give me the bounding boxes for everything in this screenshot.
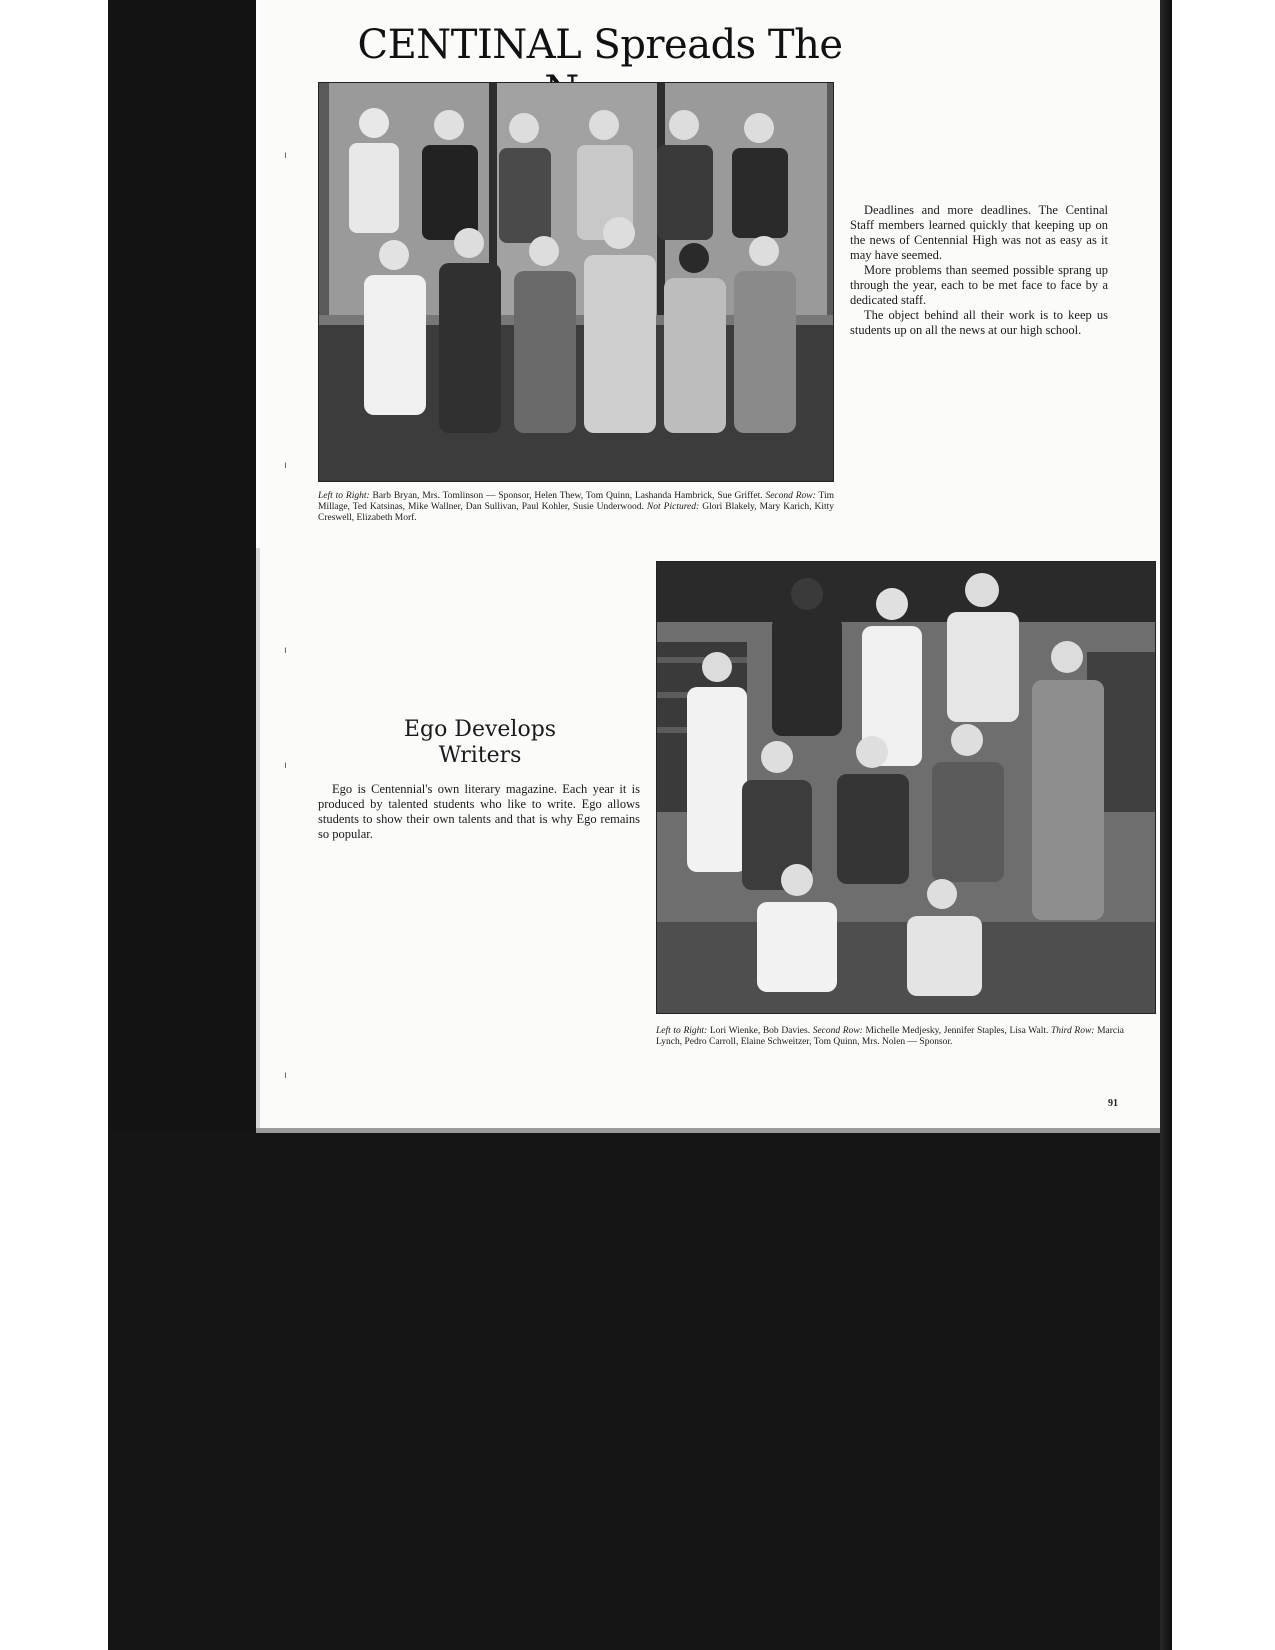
centinal-paragraph: Deadlines and more deadlines. The Centinal Staff members learned quickly that keeping up on the news of Centennial High was not as easy as it may have seemed. <box>850 203 1108 262</box>
centinal-paragraph: More problems than seemed possible sprang up through the year, each to be met face to face by a dedicated staff. <box>850 263 1108 307</box>
caption-label: Second Row: <box>765 491 816 501</box>
caption-names: Michelle Medjesky, Jennifer Staples, Lisa Walt. <box>865 1026 1049 1036</box>
caption-names: Tim Millage, Ted Katsinas, Mike Wallner, Dan Sullivan, Paul Kohler, Susie Underwood. <box>318 491 834 512</box>
caption-names: Glori Blakely, Mary Karich, Kitty Creswell, Elizabeth Morf. <box>318 502 835 523</box>
centinal-photo-caption <box>318 491 834 524</box>
ego-photo-illustration <box>657 562 1155 1013</box>
caption-label: Third Row: <box>1050 1026 1095 1036</box>
scanner-background-right <box>1160 0 1172 1650</box>
ego-subhead-line: Writers <box>438 743 522 768</box>
caption-label: Left to Right: <box>656 1026 708 1036</box>
caption-label: Left to Right: <box>318 491 370 501</box>
centinal-photo-illustration <box>319 83 833 481</box>
ego-subhead <box>360 717 600 769</box>
ego-photo-caption <box>656 1026 1124 1048</box>
scanner-background-bottom <box>108 1130 1170 1650</box>
ego-subhead-line: Ego Develops <box>403 717 557 742</box>
margin-mark: ı <box>284 645 287 656</box>
caption-names: Barb Bryan, Mrs. Tomlinson — Sponsor, Helen Thew, Tom Quinn, Lashanda Hambrick, Sue Griffet. <box>372 491 763 501</box>
caption-names: Lori Wienke, Bob Davies. <box>709 1026 811 1036</box>
page-bottom-edge <box>256 1128 1160 1133</box>
margin-mark: ı <box>284 760 287 771</box>
caption-names: Marcia Lynch, Pedro Carroll, Elaine Schweitzer, Tom Quinn, Mrs. Nolen — Sponsor. <box>656 1026 1124 1047</box>
caption-label: Not Pictured: <box>646 502 700 512</box>
margin-mark: ı <box>284 1070 287 1081</box>
ego-staff-photo <box>656 561 1156 1014</box>
page-headline: CENTINAL Spreads The <box>357 22 843 68</box>
centinal-article-text <box>850 203 1108 338</box>
centinal-staff-photo <box>318 82 834 482</box>
centinal-paragraph: The object behind all their work is to keep us students up on all the news at our high school. <box>850 308 1108 337</box>
caption-label: Second Row: <box>812 1026 863 1036</box>
ego-article-text <box>318 782 640 842</box>
margin-mark: ı <box>284 150 287 161</box>
ego-paragraph: Ego is Centennial's own literary magazine. Each year it is produced by talented students who like to write. Ego allows students to show their own talents and that is why Ego remains so popular. <box>318 782 640 841</box>
page-number: 91 <box>1108 1098 1118 1109</box>
margin-mark: ı <box>284 460 287 471</box>
